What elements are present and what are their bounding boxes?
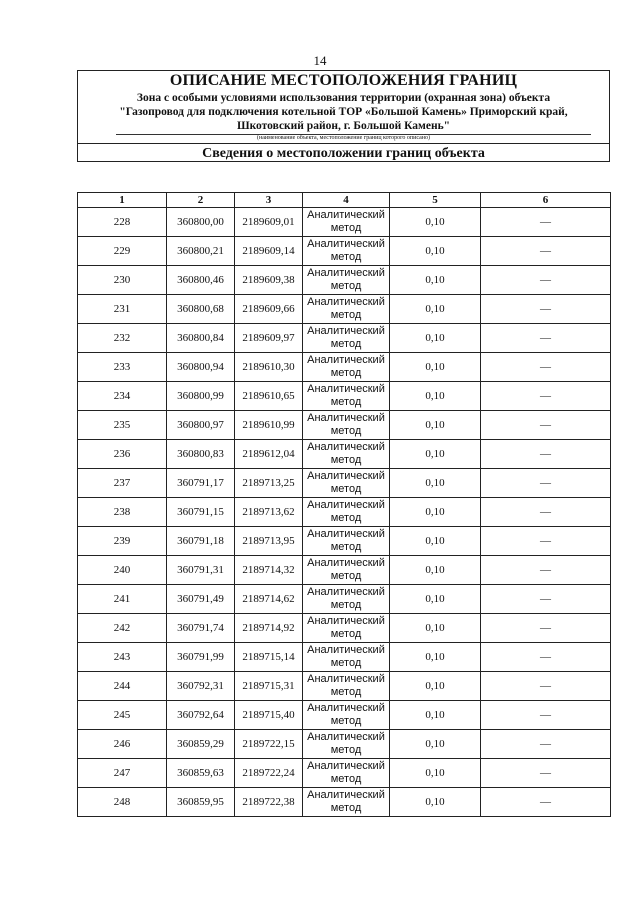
point-number-cell: 234 bbox=[78, 382, 167, 411]
method-cell: Аналитический метод bbox=[303, 643, 390, 672]
x-coordinate-cell: 360791,49 bbox=[167, 585, 235, 614]
description-cell: — bbox=[481, 788, 611, 817]
method-cell: Аналитический метод bbox=[303, 759, 390, 788]
y-coordinate-cell: 2189609,14 bbox=[235, 237, 303, 266]
description-cell: — bbox=[481, 730, 611, 759]
table-row bbox=[78, 237, 611, 266]
accuracy-cell: 0,10 bbox=[390, 701, 481, 730]
table-row bbox=[78, 208, 611, 237]
method-cell: Аналитический метод bbox=[303, 730, 390, 759]
x-coordinate-cell: 360800,83 bbox=[167, 440, 235, 469]
accuracy-cell: 0,10 bbox=[390, 208, 481, 237]
description-cell: — bbox=[481, 614, 611, 643]
page-number: 14 bbox=[313, 53, 327, 68]
method-cell: Аналитический метод bbox=[303, 440, 390, 469]
point-number-cell: 248 bbox=[78, 788, 167, 817]
method-cell: Аналитический метод bbox=[303, 701, 390, 730]
description-cell: — bbox=[481, 411, 611, 440]
point-number-cell: 239 bbox=[78, 527, 167, 556]
document-header bbox=[77, 70, 610, 162]
point-number-cell: 233 bbox=[78, 353, 167, 382]
accuracy-cell: 0,10 bbox=[390, 266, 481, 295]
accuracy-cell: 0,10 bbox=[390, 498, 481, 527]
table-row bbox=[78, 382, 611, 411]
y-coordinate-cell: 2189713,95 bbox=[235, 527, 303, 556]
point-number-cell: 247 bbox=[78, 759, 167, 788]
description-cell: — bbox=[481, 527, 611, 556]
column-header: 1 bbox=[78, 193, 167, 208]
table-row bbox=[78, 701, 611, 730]
object-description-line-1: Зона с особыми условиями использования территории (охранная зона) объекта bbox=[136, 92, 551, 104]
accuracy-cell: 0,10 bbox=[390, 643, 481, 672]
y-coordinate-cell: 2189714,32 bbox=[235, 556, 303, 585]
method-cell: Аналитический метод bbox=[303, 788, 390, 817]
x-coordinate-cell: 360800,68 bbox=[167, 295, 235, 324]
column-header: 4 bbox=[303, 193, 390, 208]
table-row bbox=[78, 788, 611, 817]
description-cell: — bbox=[481, 440, 611, 469]
method-cell: Аналитический метод bbox=[303, 469, 390, 498]
accuracy-cell: 0,10 bbox=[390, 469, 481, 498]
description-cell: — bbox=[481, 382, 611, 411]
x-coordinate-cell: 360791,74 bbox=[167, 614, 235, 643]
method-cell: Аналитический метод bbox=[303, 672, 390, 701]
y-coordinate-cell: 2189715,31 bbox=[235, 672, 303, 701]
accuracy-cell: 0,10 bbox=[390, 788, 481, 817]
description-cell: — bbox=[481, 324, 611, 353]
accuracy-cell: 0,10 bbox=[390, 295, 481, 324]
method-cell: Аналитический метод bbox=[303, 295, 390, 324]
table-row bbox=[78, 295, 611, 324]
point-number-cell: 232 bbox=[78, 324, 167, 353]
table-row bbox=[78, 614, 611, 643]
y-coordinate-cell: 2189610,30 bbox=[235, 353, 303, 382]
description-cell: — bbox=[481, 266, 611, 295]
description-cell: — bbox=[481, 295, 611, 324]
accuracy-cell: 0,10 bbox=[390, 527, 481, 556]
accuracy-cell: 0,10 bbox=[390, 324, 481, 353]
table-row bbox=[78, 556, 611, 585]
method-cell: Аналитический метод bbox=[303, 556, 390, 585]
method-cell: Аналитический метод bbox=[303, 353, 390, 382]
object-caption: (наименование объекта, местоположение границ которого описано) bbox=[257, 135, 430, 141]
y-coordinate-cell: 2189722,24 bbox=[235, 759, 303, 788]
table-row bbox=[78, 759, 611, 788]
header-top-section bbox=[78, 71, 609, 144]
x-coordinate-cell: 360791,17 bbox=[167, 469, 235, 498]
description-cell: — bbox=[481, 208, 611, 237]
x-coordinate-cell: 360859,63 bbox=[167, 759, 235, 788]
method-cell: Аналитический метод bbox=[303, 614, 390, 643]
document-title: ОПИСАНИЕ МЕСТОПОЛОЖЕНИЯ ГРАНИЦ bbox=[169, 72, 518, 89]
coordinates-table bbox=[77, 192, 611, 817]
y-coordinate-cell: 2189713,62 bbox=[235, 498, 303, 527]
description-cell: — bbox=[481, 585, 611, 614]
y-coordinate-cell: 2189610,65 bbox=[235, 382, 303, 411]
x-coordinate-cell: 360791,99 bbox=[167, 643, 235, 672]
method-cell: Аналитический метод bbox=[303, 527, 390, 556]
table-row bbox=[78, 353, 611, 382]
table-body bbox=[78, 208, 611, 817]
point-number-cell: 229 bbox=[78, 237, 167, 266]
accuracy-cell: 0,10 bbox=[390, 353, 481, 382]
y-coordinate-cell: 2189609,38 bbox=[235, 266, 303, 295]
point-number-cell: 231 bbox=[78, 295, 167, 324]
object-description-line-2: "Газопровод для подключения котельной ТОР «Большой Камень» Приморский край, bbox=[119, 106, 568, 118]
description-cell: — bbox=[481, 469, 611, 498]
x-coordinate-cell: 360800,97 bbox=[167, 411, 235, 440]
point-number-cell: 245 bbox=[78, 701, 167, 730]
method-cell: Аналитический метод bbox=[303, 208, 390, 237]
method-cell: Аналитический метод bbox=[303, 585, 390, 614]
point-number-cell: 238 bbox=[78, 498, 167, 527]
table-row bbox=[78, 498, 611, 527]
description-cell: — bbox=[481, 556, 611, 585]
point-number-cell: 230 bbox=[78, 266, 167, 295]
accuracy-cell: 0,10 bbox=[390, 759, 481, 788]
y-coordinate-cell: 2189610,99 bbox=[235, 411, 303, 440]
point-number-cell: 243 bbox=[78, 643, 167, 672]
x-coordinate-cell: 360800,94 bbox=[167, 353, 235, 382]
table-row bbox=[78, 266, 611, 295]
description-cell: — bbox=[481, 759, 611, 788]
table-row bbox=[78, 643, 611, 672]
table-row bbox=[78, 527, 611, 556]
x-coordinate-cell: 360800,21 bbox=[167, 237, 235, 266]
description-cell: — bbox=[481, 643, 611, 672]
point-number-cell: 235 bbox=[78, 411, 167, 440]
description-cell: — bbox=[481, 237, 611, 266]
description-cell: — bbox=[481, 498, 611, 527]
point-number-cell: 241 bbox=[78, 585, 167, 614]
point-number-cell: 240 bbox=[78, 556, 167, 585]
x-coordinate-cell: 360859,29 bbox=[167, 730, 235, 759]
accuracy-cell: 0,10 bbox=[390, 440, 481, 469]
y-coordinate-cell: 2189609,01 bbox=[235, 208, 303, 237]
description-cell: — bbox=[481, 353, 611, 382]
y-coordinate-cell: 2189715,40 bbox=[235, 701, 303, 730]
table-row bbox=[78, 730, 611, 759]
description-cell: — bbox=[481, 672, 611, 701]
y-coordinate-cell: 2189609,66 bbox=[235, 295, 303, 324]
x-coordinate-cell: 360859,95 bbox=[167, 788, 235, 817]
accuracy-cell: 0,10 bbox=[390, 730, 481, 759]
method-cell: Аналитический метод bbox=[303, 324, 390, 353]
x-coordinate-cell: 360792,64 bbox=[167, 701, 235, 730]
column-header: 2 bbox=[167, 193, 235, 208]
table-row bbox=[78, 324, 611, 353]
y-coordinate-cell: 2189715,14 bbox=[235, 643, 303, 672]
y-coordinate-cell: 2189722,15 bbox=[235, 730, 303, 759]
column-header: 3 bbox=[235, 193, 303, 208]
description-cell: — bbox=[481, 701, 611, 730]
method-cell: Аналитический метод bbox=[303, 266, 390, 295]
section-title: Сведения о местоположении границ объекта bbox=[202, 146, 485, 161]
x-coordinate-cell: 360791,15 bbox=[167, 498, 235, 527]
accuracy-cell: 0,10 bbox=[390, 556, 481, 585]
point-number-cell: 236 bbox=[78, 440, 167, 469]
method-cell: Аналитический метод bbox=[303, 237, 390, 266]
accuracy-cell: 0,10 bbox=[390, 614, 481, 643]
x-coordinate-cell: 360800,46 bbox=[167, 266, 235, 295]
table-row bbox=[78, 469, 611, 498]
table-row bbox=[78, 411, 611, 440]
y-coordinate-cell: 2189713,25 bbox=[235, 469, 303, 498]
point-number-cell: 237 bbox=[78, 469, 167, 498]
accuracy-cell: 0,10 bbox=[390, 411, 481, 440]
y-coordinate-cell: 2189612,04 bbox=[235, 440, 303, 469]
method-cell: Аналитический метод bbox=[303, 411, 390, 440]
object-description-line-3: Шкотовский район, г. Большой Камень" bbox=[236, 120, 451, 132]
y-coordinate-cell: 2189714,62 bbox=[235, 585, 303, 614]
x-coordinate-cell: 360800,00 bbox=[167, 208, 235, 237]
point-number-cell: 242 bbox=[78, 614, 167, 643]
table-header-row bbox=[78, 193, 611, 208]
x-coordinate-cell: 360791,18 bbox=[167, 527, 235, 556]
x-coordinate-cell: 360800,84 bbox=[167, 324, 235, 353]
x-coordinate-cell: 360800,99 bbox=[167, 382, 235, 411]
point-number-cell: 246 bbox=[78, 730, 167, 759]
accuracy-cell: 0,10 bbox=[390, 237, 481, 266]
column-header: 6 bbox=[481, 193, 611, 208]
point-number-cell: 244 bbox=[78, 672, 167, 701]
method-cell: Аналитический метод bbox=[303, 498, 390, 527]
point-number-cell: 228 bbox=[78, 208, 167, 237]
y-coordinate-cell: 2189609,97 bbox=[235, 324, 303, 353]
table-row bbox=[78, 672, 611, 701]
y-coordinate-cell: 2189722,38 bbox=[235, 788, 303, 817]
accuracy-cell: 0,10 bbox=[390, 585, 481, 614]
column-header: 5 bbox=[390, 193, 481, 208]
y-coordinate-cell: 2189714,92 bbox=[235, 614, 303, 643]
accuracy-cell: 0,10 bbox=[390, 672, 481, 701]
method-cell: Аналитический метод bbox=[303, 382, 390, 411]
x-coordinate-cell: 360791,31 bbox=[167, 556, 235, 585]
accuracy-cell: 0,10 bbox=[390, 382, 481, 411]
x-coordinate-cell: 360792,31 bbox=[167, 672, 235, 701]
table-row bbox=[78, 585, 611, 614]
table-row bbox=[78, 440, 611, 469]
